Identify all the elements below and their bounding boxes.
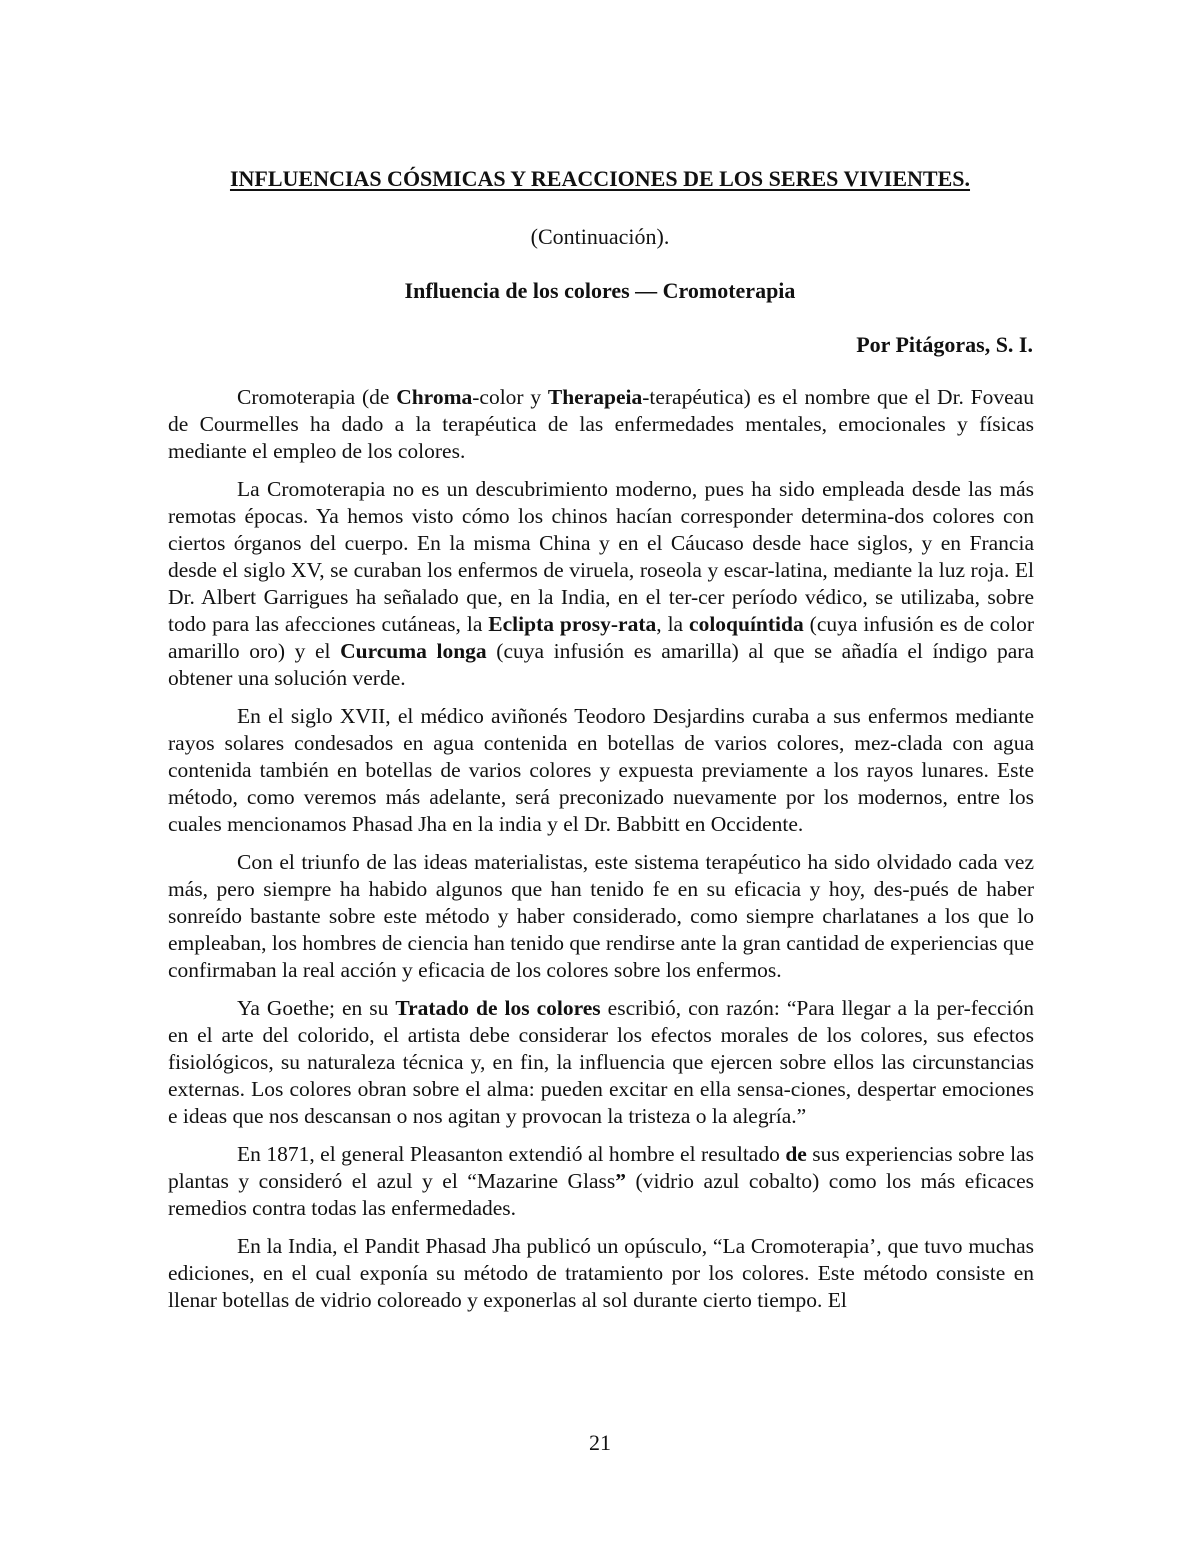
document-subtitle: (Continuación). [530,224,670,249]
paragraph [168,703,1034,838]
page-number: 21 [589,1430,611,1455]
paragraph [168,849,1034,984]
bold-term: Curcuma longa [340,639,487,663]
bold-term: Tratado de los colores [395,996,601,1020]
bold-term: ” [615,1169,627,1193]
paragraph [168,995,1034,1130]
paragraph [168,476,1034,692]
text-run: Ya Goethe; en su [237,996,396,1020]
text-run: (cuya infusión es amarilla) al que se añadía el índigo para obtener una solución verde. [168,639,1034,690]
text-run: En 1871, el general Pleasanton extendió al hombre el resultado [237,1142,786,1166]
text-run: , la [656,612,690,636]
document-title: INFLUENCIAS CÓSMICAS Y REACCIONES DE LOS SERES VIVIENTES. [229,166,971,191]
text-run: (cuya infusión es de color amarillo oro) y el [168,612,1034,663]
paragraph [168,1141,1034,1222]
bold-term: coloquíntida [689,612,804,636]
text-run: -color y [472,385,548,409]
paragraph [168,1233,1034,1314]
paragraph [168,384,1034,465]
bold-term: de [785,1142,807,1166]
text-run: -terapéutica) es el nombre que el Dr. Foveau de Courmelles ha dado a la terapéutica de las enfermedades mentales, emocionales y físicas mediante el empleo de los colores. [168,385,1034,463]
text-run: sus experiencias sobre las plantas y consideró el azul y el “Mazarine Glass [168,1142,1035,1193]
text-run: En el siglo XVII, el médico aviñonés Teodoro Desjardins curaba a sus enfermos mediante rayos solares condesados en agua contenida en botellas de varios colores, mez-clada con agua contenida también en botellas de varios colores y expuesta previamente a los rayos lunares. Este método, como veremos más adelante, será preconizado nuevamente por los modernos, entre los cuales mencionamos Phasad Jha en la india y el Dr. Babbitt en Occidente. [168,704,1034,836]
text-run: escribió, con razón: “Para llegar a la per-fección en el arte del colorido, el artista debe considerar los efectos morales de los colores, sus efectos fisiológicos, su naturaleza técnica y, en fin, la influencia que ejercen sobre ellos las circunstancias externas. Los colores obran sobre el alma: pueden excitar en ella sensa-ciones, despertar emociones e ideas que nos descansan o nos agitan y provocan la tristeza o la alegría.” [168,996,1034,1128]
section-heading: Influencia de los colores — Cromoterapia [404,278,796,303]
text-run: Cromoterapia (de [237,385,397,409]
text-run: Con el triunfo de las ideas materialistas, este sistema terapéutico ha sido olvidado cada vez más, pero siempre ha habido algunos que han tenido fe en su eficacia y hoy, des-pués de haber sonreído bastante sobre este método y haber considerado, como siempre charlatanes a los que lo empleaban, los hombres de ciencia han tenido que rendirse ante la gran cantidad de experiencias que confirmaban la real acción y eficacia de los colores sobre los enfermos. [168,850,1034,982]
text-run: (vidrio azul cobalto) como los más eficaces remedios contra todas las enfermedades. [168,1169,1034,1220]
text-run: En la India, el Pandit Phasad Jha publicó un opúsculo, “La Cromoterapia’, que tuvo muchas ediciones, en el cual exponía su método de tratamiento por los colores. Este método consiste en llenar botellas de vidrio coloreado y exponerlas al sol durante cierto tiempo. El [168,1234,1034,1312]
bold-term: Chroma [396,385,473,409]
bold-term: Eclipta prosy-rata [488,612,657,636]
bold-term: Therapeia [547,385,643,409]
author-byline: Por Pitágoras, S. I. [856,332,1033,357]
text-run: La Cromoterapia no es un descubrimiento moderno, pues ha sido empleada desde las más remotas épocas. Ya hemos visto cómo los chinos hacían corresponder determina-dos colores con ciertos órganos del cuerpo. En la misma China y en el Cáucaso desde hace siglos, y en Francia desde el siglo XV, se curaban los enfermos de viruela, roseola y escar-latina, mediante la luz roja. El Dr. Albert Garrigues ha señalado que, en la India, en el ter-cer período védico, se utilizaba, sobre todo para las afecciones cutáneas, la [168,477,1034,636]
body-text [168,384,1034,1325]
